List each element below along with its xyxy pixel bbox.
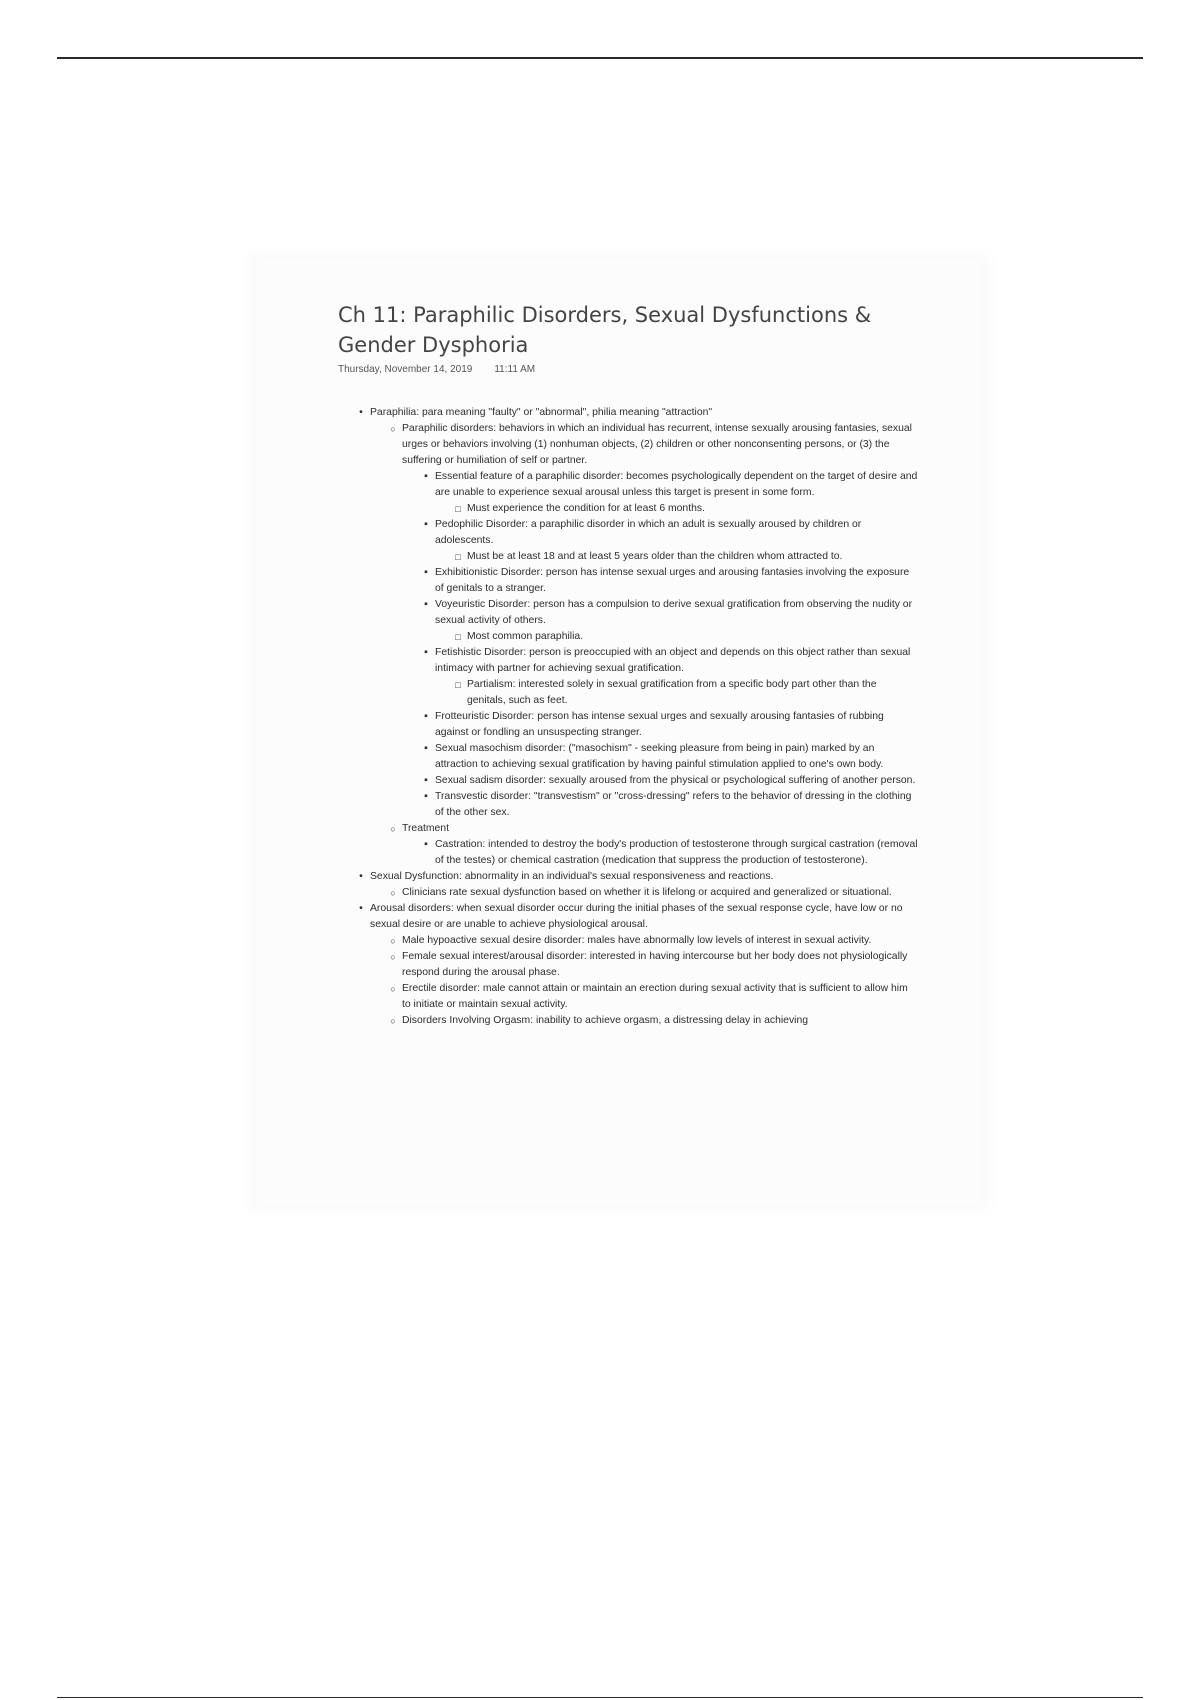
list-item-text: Fetishistic Disorder: person is preoccupied with an object and depends on this object rather than sexual intimacy with partner for achieving sexual gratification. — [435, 647, 911, 674]
list-item-text: Voyeuristic Disorder: person has a compulsion to derive sexual gratification from observing the nudity or sexual activity of others. — [435, 599, 913, 626]
bullet-icon: • — [359, 903, 363, 914]
list-item — [390, 933, 918, 949]
list-item — [390, 981, 918, 1013]
bullet-icon: □ — [455, 504, 461, 514]
list-item — [455, 677, 918, 709]
list-item-text: Partialism: interested solely in sexual gratification from a specific body part other than the genitals, such as feet. — [467, 679, 877, 706]
list-item — [390, 885, 918, 901]
bullet-outline — [338, 405, 918, 1029]
bullet-icon: ○ — [390, 824, 396, 834]
list-item-text: Sexual Dysfunction: abnormality in an individual's sexual responsiveness and reactions. — [370, 871, 774, 882]
bullet-icon: ▪ — [424, 599, 428, 610]
bullet-icon: ○ — [390, 936, 396, 946]
bullet-icon: ▪ — [424, 743, 428, 754]
list-item-text: Male hypoactive sexual desire disorder: males have abnormally low levels of interest in sexual activity. — [402, 935, 872, 946]
bullet-icon: ▪ — [424, 711, 428, 722]
bottom-rule — [57, 1697, 1143, 1698]
list-item-text: Frotteuristic Disorder: person has intense sexual urges and sexually arousing fantasies of rubbing against or fondling an unsuspecting stranger. — [435, 711, 884, 738]
list-item-text: Essential feature of a paraphilic disorder: becomes psychologically dependent on the target of desire and are unable to experience sexual arousal unless this target is present in some form. — [435, 471, 918, 498]
list-item-text: Must be at least 18 and at least 5 years older than the children whom attracted to. — [467, 551, 843, 562]
list-item — [424, 741, 918, 773]
list-item — [390, 1013, 918, 1029]
list-item-text: Castration: intended to destroy the body's production of testosterone through surgical castration (removal of the testes) or chemical castration (medication that suppress the production of testosterone). — [435, 839, 918, 866]
list-item-text: Sexual sadism disorder: sexually aroused from the physical or psychological suffering of another person. — [435, 775, 916, 786]
list-item — [390, 949, 918, 981]
bullet-icon: ▪ — [424, 519, 428, 530]
list-item — [424, 789, 918, 821]
list-item — [424, 773, 918, 789]
list-item-text: Paraphilia: para meaning "faulty" or "abnormal", philia meaning "attraction" — [370, 407, 713, 418]
list-item-text: Erectile disorder: male cannot attain or maintain an erection during sexual activity that is sufficient to allow him to initiate or maintain sexual activity. — [402, 983, 908, 1010]
bullet-icon: ▪ — [424, 791, 428, 802]
bullet-icon: ○ — [390, 1016, 396, 1026]
list-item — [455, 549, 918, 565]
list-item-text: Pedophilic Disorder: a paraphilic disorder in which an adult is sexually aroused by children or adolescents. — [435, 519, 862, 546]
bullet-icon: ○ — [390, 888, 396, 898]
list-item — [359, 869, 918, 885]
list-item-text: Clinicians rate sexual dysfunction based on whether it is lifelong or acquired and generalized or situational. — [402, 887, 892, 898]
bullet-icon: ▪ — [424, 567, 428, 578]
list-item — [390, 421, 918, 469]
page-title: Ch 11: Paraphilic Disorders, Sexual Dysfunctions & Gender Dysphoria — [338, 303, 872, 357]
bullet-icon: ▪ — [424, 775, 428, 786]
list-item-text: Transvestic disorder: "transvestism" or "cross-dressing" refers to the behavior of dressing in the clothing of the other sex. — [435, 791, 912, 818]
bullet-icon: ▪ — [424, 839, 428, 850]
bullet-icon: □ — [455, 632, 461, 642]
bullet-icon: ○ — [390, 424, 396, 434]
bullet-icon: ▪ — [424, 471, 428, 482]
list-item-text: Paraphilic disorders: behaviors in which an individual has recurrent, intense sexually arousing fantasies, sexual urges or behaviors involving (1) nonhuman objects, (2) children or other nonconsenting persons, or (3) the suffering or humiliation of self or partner. — [402, 423, 912, 466]
list-item-text: Exhibitionistic Disorder: person has intense sexual urges and arousing fantasies involving the exposure of genitals to a stranger. — [435, 567, 910, 594]
list-item — [424, 565, 918, 597]
list-item-text: Female sexual interest/arousal disorder: interested in having intercourse but her body does not physiologically respond during the arousal phase. — [402, 951, 908, 978]
bullet-icon: ▪ — [424, 647, 428, 658]
list-item-text: Most common paraphilia. — [467, 631, 584, 642]
list-item — [390, 821, 918, 837]
list-item-text: Treatment — [402, 823, 449, 834]
list-item-text: Must experience the condition for at least 6 months. — [467, 503, 705, 514]
list-item — [424, 517, 918, 549]
list-item — [424, 645, 918, 677]
list-item-text: Arousal disorders: when sexual disorder occur during the initial phases of the sexual response cycle, have low or no sexual desire or are unable to achieve physiological arousal. — [370, 903, 903, 930]
note-time: 11:11 AM — [494, 364, 536, 375]
note-date: Thursday, November 14, 2019 — [338, 364, 473, 375]
bullet-icon: ○ — [390, 952, 396, 962]
bullet-icon: ○ — [390, 984, 396, 994]
list-item — [424, 709, 918, 741]
note-meta — [338, 364, 918, 375]
list-item — [359, 901, 918, 933]
bullet-icon: • — [359, 871, 363, 882]
list-item — [455, 629, 918, 645]
list-item-text: Disorders Involving Orgasm: inability to achieve orgasm, a distressing delay in achieving — [402, 1015, 809, 1026]
list-item — [424, 469, 918, 501]
scanned-page — [256, 260, 982, 1204]
list-item — [424, 597, 918, 629]
bullet-icon: □ — [455, 680, 461, 690]
bullet-icon: □ — [455, 552, 461, 562]
note-content — [338, 300, 918, 1029]
bullet-icon: • — [359, 407, 363, 418]
top-rule — [57, 57, 1143, 59]
list-item — [455, 501, 918, 517]
list-item — [359, 405, 918, 421]
list-item — [424, 837, 918, 869]
list-item-text: Sexual masochism disorder: ("masochism" - seeking pleasure from being in pain) marked by an attraction to achieving sexual gratification by having painful stimulation applied to one's own body. — [435, 743, 884, 770]
